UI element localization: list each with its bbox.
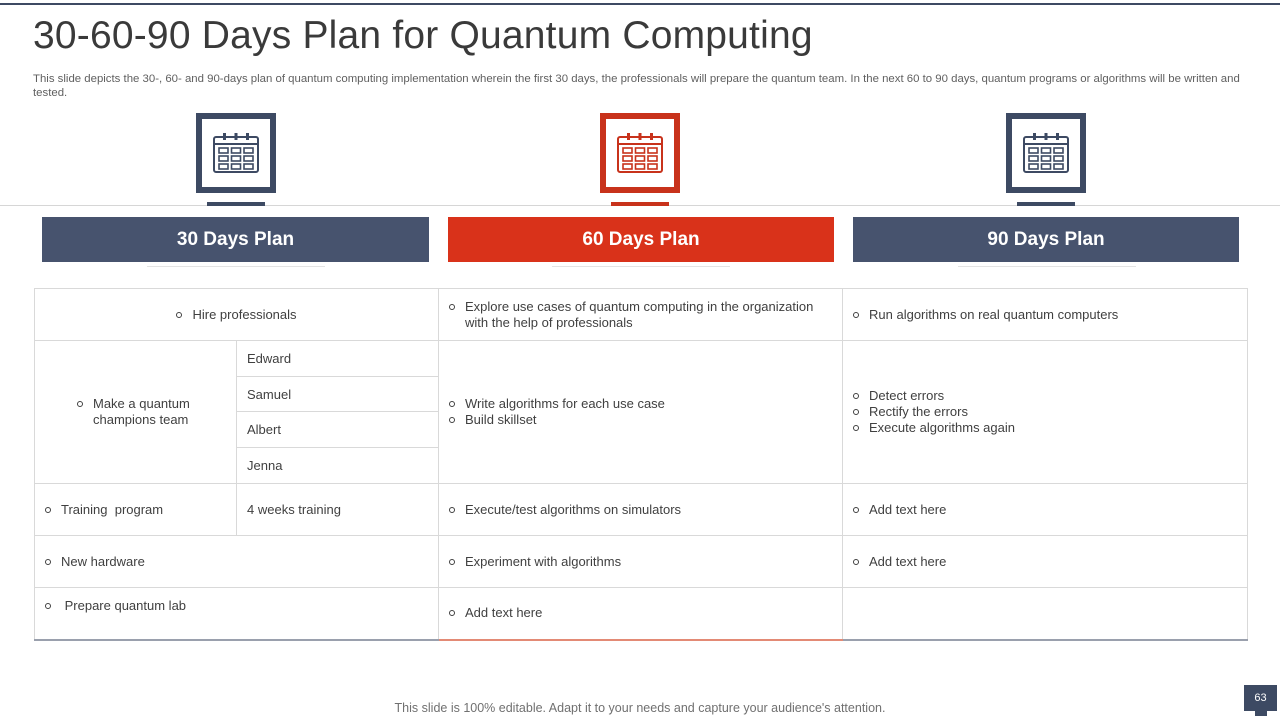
bullet-icon [853,393,859,399]
bullet-item: Detect errors [853,388,1237,404]
bullet-item: Run algorithms on real quantum computers [853,307,1237,323]
table-cell [439,536,843,588]
team-member-cell: Edward [237,341,439,377]
bullet-icon [449,304,455,310]
bullet-item: Add text here [449,605,832,621]
bullet-item: Add text here [853,554,1237,570]
table-cell [843,536,1248,588]
table-cell [35,536,439,588]
table-cell [843,341,1248,484]
bullet-icon [77,401,83,407]
bullet-icon [449,610,455,616]
table-cell [843,484,1248,536]
plan-table [34,288,1248,641]
bullet-item: Hire professionals [176,307,296,323]
table-row [35,588,1248,640]
bullet-icon [853,507,859,513]
table-cell [439,341,843,484]
bullet-item: Experiment with algorithms [449,554,832,570]
bullet-icon [45,559,51,565]
plan-header-60: 60 Days Plan [448,217,834,262]
bullet-item: Execute/test algorithms on simulators [449,502,832,518]
bullet-item: Make a quantum champions team [77,396,226,428]
header-underline [147,266,325,267]
icon-connector [611,202,669,206]
bullet-icon [176,312,182,318]
calendar-icon [616,132,664,174]
icon-connector [1017,202,1075,206]
table-row [35,289,1248,341]
team-member-cell: Samuel [237,377,439,412]
plan-header-90: 90 Days Plan [853,217,1239,262]
page-subtitle: This slide depicts the 30-, 60- and 90-days plan of quantum computing implementation wherein the first 30 days, the professionals will prepare the quantum team. In the next 60 to 90 days, quantum programs or algorithms will be written and tested. [33,73,1240,99]
table-cell [843,289,1248,341]
bullet-icon [853,559,859,565]
bullet-icon [45,507,51,513]
table-cell [35,341,237,484]
footer-note: This slide is 100% editable. Adapt it to your needs and capture your audience's attention. [394,701,886,715]
bullet-icon [449,559,455,565]
bullet-icon [449,401,455,407]
calendar-icon-90 [1006,113,1086,193]
page-number-stand [1255,711,1267,716]
header-underline [958,266,1136,267]
table-cell [35,588,439,640]
calendar-icon-60 [600,113,680,193]
page-title: 30-60-90 Days Plan for Quantum Computing [33,14,813,57]
bullet-icon [45,603,51,609]
table-row [35,484,1248,536]
icon-connector [207,202,265,206]
bullet-item: Rectify the errors [853,404,1237,420]
table-cell [439,588,843,640]
bullet-item: Prepare quantum lab [45,598,428,614]
bullet-item: Build skillset [449,412,832,428]
table-cell: 4 weeks training [237,484,439,536]
bullet-item: Write algorithms for each use case [449,396,832,412]
calendar-icon-30 [196,113,276,193]
top-rule [0,3,1280,5]
table-row [35,536,1248,588]
bullet-icon [449,507,455,513]
bullet-icon [853,425,859,431]
page-number: 63 [1244,685,1277,711]
header-underline [552,266,730,267]
bullet-item: Training program [45,502,226,518]
bullet-icon [853,312,859,318]
table-cell [35,484,237,536]
table-cell [439,484,843,536]
bullet-item: New hardware [45,554,428,570]
bullet-item: Execute algorithms again [853,420,1237,436]
calendar-icon [212,132,260,174]
table-cell [35,289,439,341]
bullet-item: Add text here [853,502,1237,518]
table-cell [843,588,1248,640]
bullet-icon [853,409,859,415]
team-member-cell: Jenna [237,448,439,484]
bullet-item: Explore use cases of quantum computing in the organization with the help of professionals [449,299,832,331]
team-member-cell: Albert [237,412,439,448]
plan-header-30: 30 Days Plan [42,217,429,262]
bullet-icon [449,417,455,423]
table-cell [439,289,843,341]
table-row [35,341,1248,377]
calendar-icon [1022,132,1070,174]
